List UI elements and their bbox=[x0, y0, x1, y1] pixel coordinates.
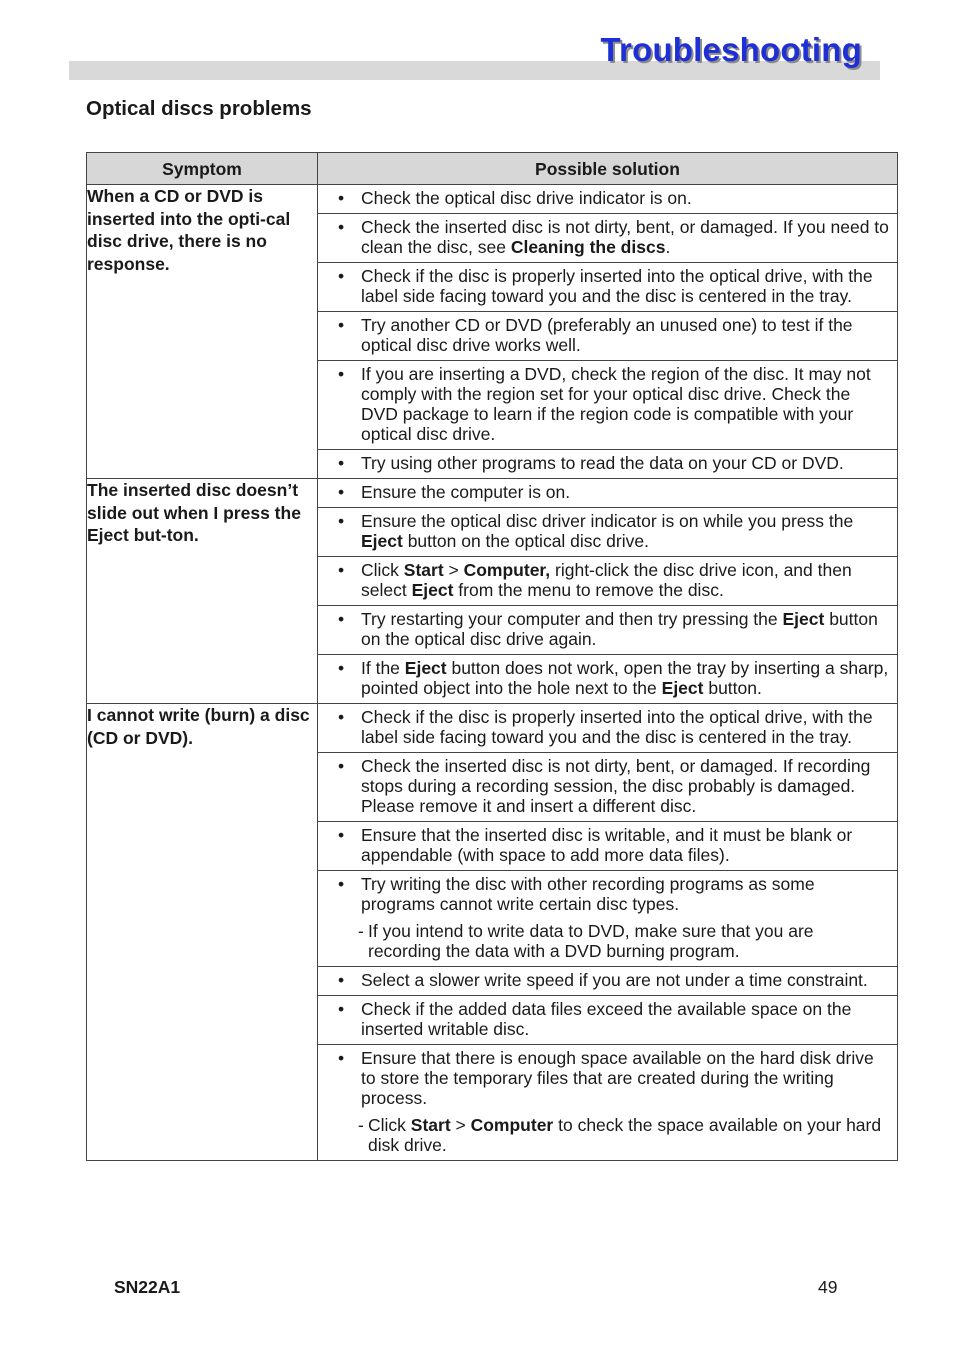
emphasis-text: Cleaning the discs bbox=[510, 237, 666, 257]
solution-line bbox=[361, 453, 891, 473]
bullet-icon bbox=[318, 874, 361, 894]
solution-line bbox=[361, 609, 891, 649]
bullet-icon bbox=[318, 999, 361, 1019]
solution-text: Ensure the optical disc driver indicator is on while you press the bbox=[361, 511, 854, 531]
solution-text: button. bbox=[703, 678, 762, 698]
solution-line bbox=[361, 1048, 891, 1108]
column-header-solution: Possible solution bbox=[318, 153, 898, 185]
solution-text: to check the space available on your hard disk drive. bbox=[368, 1115, 882, 1155]
solution-item bbox=[318, 262, 897, 311]
solution-line bbox=[361, 217, 891, 257]
emphasis-text: Computer, bbox=[463, 560, 551, 580]
solution-text: If you are inserting a DVD, check the region of the disc. It may not comply with the region set for your optical disc drive. Check the DVD package to learn if the region code is compatible with your optical disc drive. bbox=[361, 364, 871, 444]
symptom-cell: When a CD or DVD is inserted into the opti-cal disc drive, there is no response. bbox=[87, 185, 318, 479]
symptom-cell: The inserted disc doesn’t slide out when I press the Eject but-ton. bbox=[87, 479, 318, 704]
column-header-symptom: Symptom bbox=[87, 153, 318, 185]
solution-item bbox=[318, 870, 897, 966]
solution-text: button on the optical disc drive again. bbox=[361, 609, 878, 649]
solution-line bbox=[361, 658, 891, 698]
emphasis-text: Start bbox=[410, 1115, 451, 1135]
bullet-icon bbox=[318, 756, 361, 776]
solution-item bbox=[318, 1044, 897, 1160]
footer-model: SN22A1 bbox=[114, 1277, 181, 1297]
solution-text: Check the inserted disc is not dirty, bent, or damaged. If you need to clean the disc, see bbox=[361, 217, 889, 257]
bullet-icon bbox=[318, 482, 361, 502]
solution-line bbox=[361, 482, 891, 502]
table-header-row bbox=[87, 153, 898, 185]
solution-cell bbox=[318, 479, 898, 704]
bullet-line bbox=[318, 1048, 891, 1108]
solution-text: Ensure the computer is on. bbox=[361, 482, 571, 502]
solution-text: Try using other programs to read the data on your CD or DVD. bbox=[361, 453, 844, 473]
solution-text: Ensure that the inserted disc is writable, and it must be blank or appendable (with space to add more data files). bbox=[361, 825, 853, 865]
solution-line bbox=[361, 560, 891, 600]
bullet-line bbox=[318, 825, 891, 865]
solution-text: Ensure that there is enough space available on the hard disk drive to store the temporary files that are created during the writing process. bbox=[361, 1048, 874, 1108]
solution-text: > bbox=[450, 1115, 471, 1135]
solution-item bbox=[318, 213, 897, 262]
solution-line bbox=[361, 511, 891, 551]
solution-text: Try another CD or DVD (preferably an unused one) to test if the optical disc drive works well. bbox=[361, 315, 853, 355]
solution-text: If the bbox=[361, 658, 405, 678]
bullet-line bbox=[318, 707, 891, 747]
bullet-line bbox=[318, 482, 891, 502]
sub-note bbox=[318, 1115, 891, 1155]
solution-line bbox=[361, 999, 891, 1039]
bullet-line bbox=[318, 609, 891, 649]
solution-text: right-click the disc drive icon, and then select bbox=[361, 560, 852, 600]
table-row bbox=[87, 704, 898, 1161]
bullet-icon bbox=[318, 364, 361, 384]
bullet-line bbox=[318, 315, 891, 355]
emphasis-text: Eject bbox=[361, 531, 403, 551]
bullet-line bbox=[318, 658, 891, 698]
solution-item bbox=[318, 995, 897, 1044]
solution-text: Check if the disc is properly inserted into the optical drive, with the label side facing toward you and the disc is centered in the tray. bbox=[361, 707, 873, 747]
solution-line bbox=[361, 756, 891, 816]
solution-text: Check if the disc is properly inserted into the optical drive, with the label side facing toward you and the disc is centered in the tray. bbox=[361, 266, 873, 306]
solution-line bbox=[361, 364, 891, 444]
table-row bbox=[87, 185, 898, 479]
bullet-line bbox=[318, 756, 891, 816]
solution-cell bbox=[318, 704, 898, 1161]
solution-text: Click bbox=[368, 1115, 411, 1135]
solution-line bbox=[361, 188, 891, 208]
bullet-icon bbox=[318, 707, 361, 727]
solution-item bbox=[318, 821, 897, 870]
solution-line bbox=[361, 970, 891, 990]
sub-note-text bbox=[368, 921, 891, 961]
page-number: 49 bbox=[818, 1277, 838, 1297]
bullet-line bbox=[318, 217, 891, 257]
page-title: Troubleshooting bbox=[600, 31, 862, 68]
symptom-cell: I cannot write (burn) a disc (CD or DVD). bbox=[87, 704, 318, 1161]
dash-marker: - bbox=[358, 921, 364, 941]
solution-line bbox=[361, 825, 891, 865]
bullet-icon bbox=[318, 825, 361, 845]
table-body bbox=[87, 185, 898, 1161]
solution-text: button does not work, open the tray by inserting a sharp, pointed object into the hole next to the bbox=[361, 658, 889, 698]
emphasis-text: Computer bbox=[470, 1115, 554, 1135]
solution-item bbox=[318, 605, 897, 654]
solution-text: Try restarting your computer and then try pressing the bbox=[361, 609, 783, 629]
solution-item bbox=[318, 449, 897, 478]
solution-text: Check if the added data files exceed the available space on the inserted writable disc. bbox=[361, 999, 852, 1039]
bullet-line bbox=[318, 266, 891, 306]
solution-item bbox=[318, 479, 897, 507]
bullet-line bbox=[318, 999, 891, 1039]
solution-text: Check the inserted disc is not dirty, bent, or damaged. If recording stops during a recording session, the disc probably is damaged. Please remove it and insert a different disc. bbox=[361, 756, 871, 816]
emphasis-text: Eject bbox=[404, 658, 447, 678]
solution-text: If you intend to write data to DVD, make sure that you are recording the data with a DVD burning program. bbox=[368, 921, 814, 961]
bullet-line bbox=[318, 364, 891, 444]
solution-line bbox=[361, 315, 891, 355]
bullet-icon bbox=[318, 970, 361, 990]
bullet-icon bbox=[318, 658, 361, 678]
bullet-line bbox=[318, 453, 891, 473]
bullet-icon bbox=[318, 217, 361, 237]
solution-item bbox=[318, 654, 897, 703]
solution-text: > bbox=[443, 560, 464, 580]
solution-item bbox=[318, 966, 897, 995]
solution-item bbox=[318, 185, 897, 213]
solution-text: button on the optical disc drive. bbox=[402, 531, 649, 551]
bullet-icon bbox=[318, 188, 361, 208]
bullet-icon bbox=[318, 560, 361, 580]
bullet-line bbox=[318, 188, 891, 208]
solution-line bbox=[361, 874, 891, 914]
emphasis-text: Eject bbox=[782, 609, 825, 629]
dash-marker: - bbox=[358, 1115, 364, 1135]
table-row bbox=[87, 479, 898, 704]
emphasis-text: Eject bbox=[411, 580, 454, 600]
bullet-icon bbox=[318, 1048, 361, 1068]
sub-note bbox=[318, 921, 891, 961]
section-title: Optical discs problems bbox=[86, 97, 312, 120]
troubleshooting-table bbox=[86, 152, 898, 1161]
solution-item bbox=[318, 704, 897, 752]
solution-text: . bbox=[665, 237, 671, 257]
bullet-line bbox=[318, 560, 891, 600]
bullet-icon bbox=[318, 609, 361, 629]
solution-text: Select a slower write speed if you are not under a time constraint. bbox=[361, 970, 868, 990]
solution-item bbox=[318, 360, 897, 449]
bullet-line bbox=[318, 874, 891, 914]
bullet-line bbox=[318, 511, 891, 551]
bullet-icon bbox=[318, 266, 361, 286]
emphasis-text: Start bbox=[403, 560, 444, 580]
solution-line bbox=[361, 707, 891, 747]
bullet-icon bbox=[318, 315, 361, 335]
sub-note-text bbox=[368, 1115, 891, 1155]
solution-line bbox=[361, 266, 891, 306]
solution-cell bbox=[318, 185, 898, 479]
solution-item bbox=[318, 507, 897, 556]
bullet-line bbox=[318, 970, 891, 990]
solution-text: Try writing the disc with other recording programs as some programs cannot write certain disc types. bbox=[361, 874, 815, 914]
bullet-icon bbox=[318, 453, 361, 473]
solution-text: from the menu to remove the disc. bbox=[453, 580, 724, 600]
solution-item bbox=[318, 311, 897, 360]
solution-text: Click bbox=[361, 560, 404, 580]
solution-text: Check the optical disc drive indicator is on. bbox=[361, 188, 692, 208]
solution-item bbox=[318, 752, 897, 821]
bullet-icon bbox=[318, 511, 361, 531]
emphasis-text: Eject bbox=[661, 678, 704, 698]
solution-item bbox=[318, 556, 897, 605]
